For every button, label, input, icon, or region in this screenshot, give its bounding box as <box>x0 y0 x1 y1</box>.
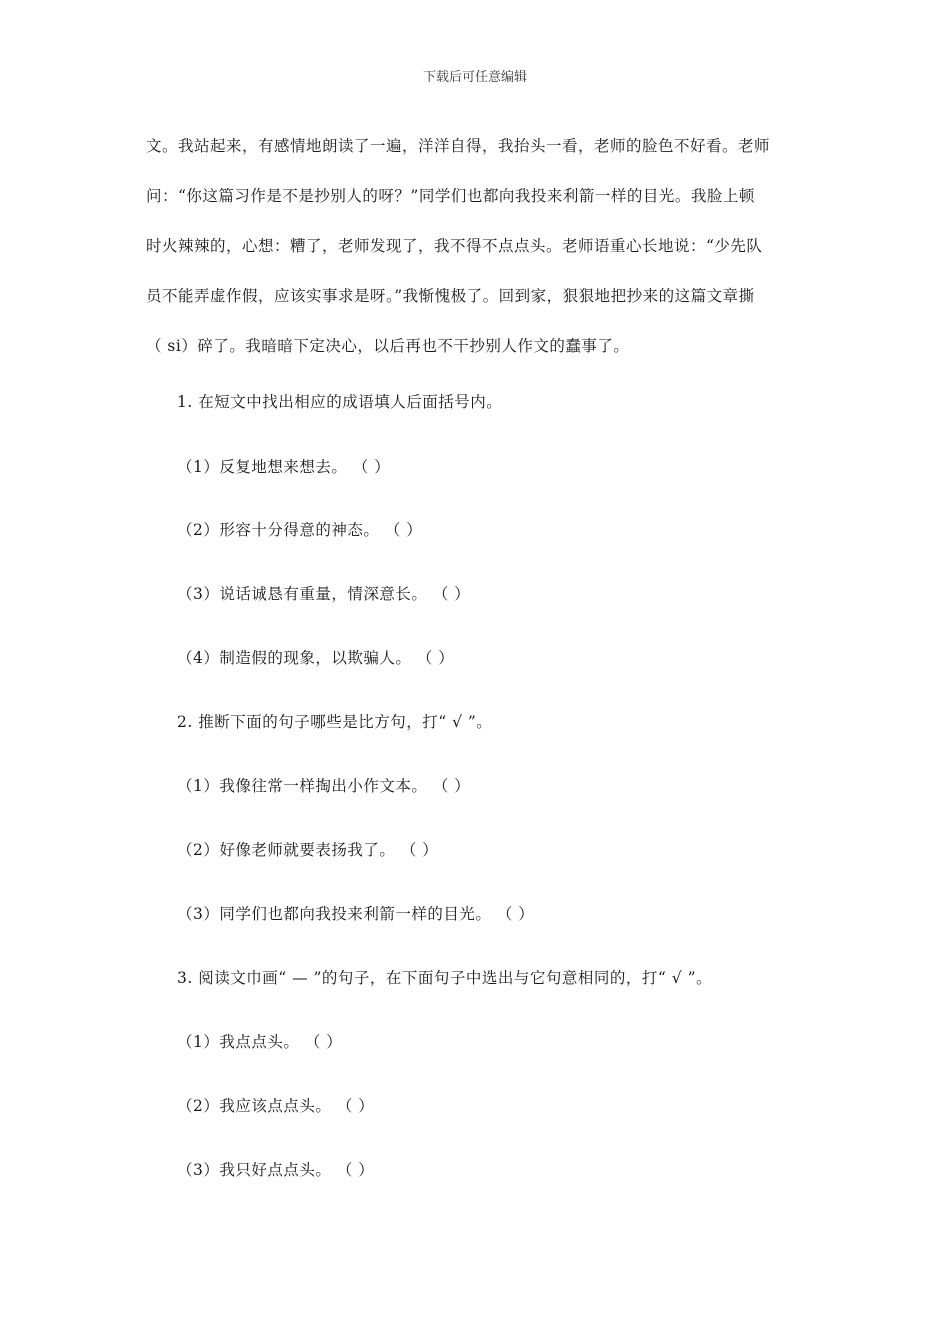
question-2-item-2: （2）好像老师就要表扬我了。 （ ） <box>177 841 439 859</box>
passage <box>146 121 810 371</box>
question-1-item-3: （3）说话诚恳有重量，情深意长。 （ ） <box>177 585 471 603</box>
question-1-item-1: （1）反复地想来想去。 （ ） <box>177 458 391 476</box>
passage-line: 时火辣辣的，心想：糟了，老师发现了，我不得不点点头。老师语重心长地说：“少先队 <box>146 237 763 255</box>
question-1-prompt: 1. 在短文中找出相应的成语填人后面括号内。 <box>177 393 503 411</box>
question-2-item-1: （1）我像往常一样掏出小作文本。 （ ） <box>177 777 471 795</box>
passage-line: 文。我站起来，有感情地朗读了一遍，洋洋自得，我抬头一看，老师的脸色不好看。老师 <box>146 137 771 155</box>
passage-line: 问：“你这篇习作是不是抄别人的呀？”同学们也都向我投来利箭一样的目光。我脸上顿 <box>146 187 755 205</box>
question-1-item-2: （2）形容十分得意的神态。 （ ） <box>177 521 423 539</box>
page-header: 下载后可任意编辑 <box>422 70 527 85</box>
question-3-item-1: （1）我点点头。 （ ） <box>177 1033 343 1051</box>
passage-line: 员不能弄虚作假，应该实事求是呀。”我惭愧极了。回到家，狠狠地把抄来的这篇文章撕 <box>146 287 755 305</box>
question-3-item-2: （2）我应该点点头。 （ ） <box>177 1097 375 1115</box>
question-3-item-3: （3）我只好点点头。 （ ） <box>177 1161 375 1179</box>
question-3-prompt: 3. 阅读文巾画“ — ”的句子，在下面句子中选出与它句意相同的，打“ √ ”。 <box>177 969 712 987</box>
question-2-item-3: （3）同学们也都向我投来利箭一样的目光。 （ ） <box>177 905 535 923</box>
passage-line: （ si）碎了。我暗暗下定决心，以后再也不干抄别人作文的蠢事了。 <box>146 337 630 355</box>
question-1-item-4: （4）制造假的现象，以欺骗人。 （ ） <box>177 649 455 667</box>
question-2-prompt: 2. 推断下面的句子哪些是比方句，打“ √ ”。 <box>177 713 493 731</box>
